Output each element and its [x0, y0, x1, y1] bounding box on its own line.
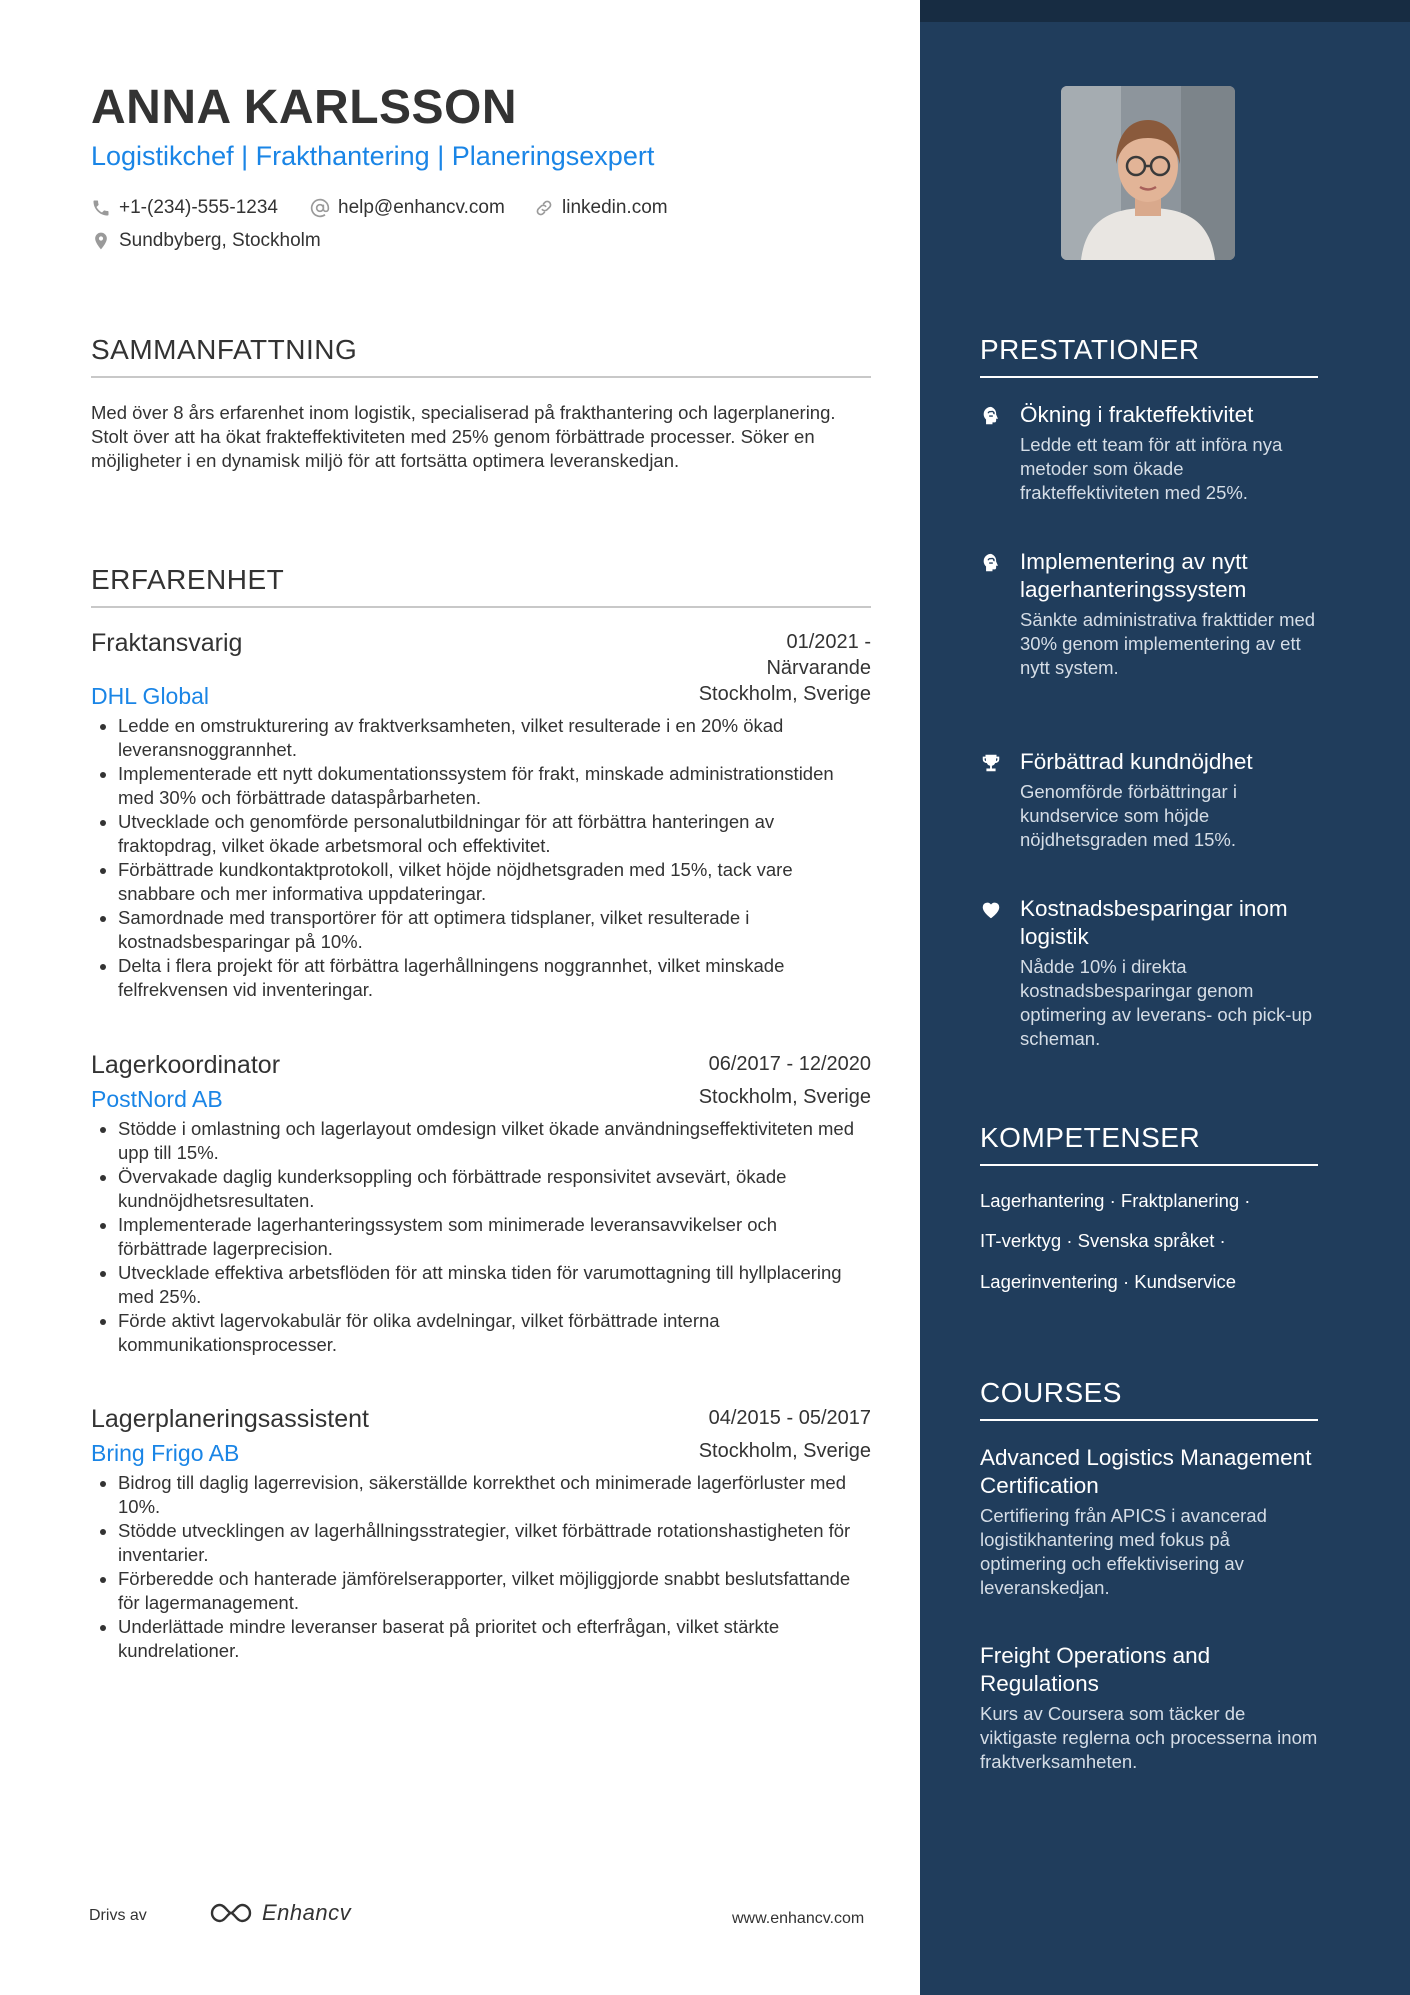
job-role: Lagerplaneringsassistent — [91, 1405, 369, 1433]
course-title: Freight Operations and Regulations — [980, 1643, 1211, 1696]
achievement-item — [980, 401, 1320, 505]
job-company[interactable]: DHL Global — [91, 683, 210, 709]
job-bullet: • Delta i flera projekt för att förbättra lagerhållningens noggrannhet, vilket minskade felfrekvensen vid inventeringar. — [118, 954, 871, 1002]
job-bullets — [91, 1117, 871, 1357]
achievement-desc: Nådde 10% i direkta kostnadsbesparingar genom optimering av leverans- och pick-up scheman. — [1020, 956, 1313, 1049]
job-bullet: • Underlättade mindre leveranser baserat på prioritet och efterfrågan, vilket stärkte kundrelationer. — [118, 1615, 871, 1663]
job-date: 01/2021 - Närvarande — [766, 631, 871, 679]
skills-heading: KOMPETENSER — [980, 1122, 1318, 1166]
infinity-logo-icon — [208, 1901, 254, 1925]
achievement-title: Implementering av nytt lagerhanteringssystem — [1020, 549, 1248, 602]
job-company[interactable]: PostNord AB — [91, 1086, 223, 1112]
job-location: Stockholm, Sverige — [698, 683, 871, 705]
trophy-icon — [980, 752, 1002, 774]
job-entry — [91, 1051, 871, 1357]
contact-phone[interactable] — [91, 197, 278, 219]
achievement-desc: Genomförde förbättringar i kundservice som höjde nöjdhetsgraden med 15%. — [1020, 781, 1237, 850]
achievement-title: Ökning i frakteffektivitet — [1020, 402, 1254, 427]
powered-by-label: Drivs av — [89, 1907, 147, 1924]
job-company[interactable]: Bring Frigo AB — [91, 1440, 240, 1466]
achievement-desc: Ledde ett team för att införa nya metoder som ökade frakteffektiviteten med 25%. — [1020, 434, 1283, 503]
job-bullets — [91, 714, 871, 1002]
location-text: Sundbyberg, Stockholm — [119, 230, 321, 251]
avatar — [1061, 86, 1235, 260]
location-pin-icon — [91, 231, 111, 251]
contact-linkedin[interactable] — [534, 197, 668, 219]
heart-icon — [980, 899, 1002, 921]
phone-text: +1-(234)-555-1234 — [119, 197, 278, 218]
achievement-title: Kostnadsbesparingar inom logistik — [1020, 896, 1288, 949]
job-role: Fraktansvarig — [91, 629, 243, 657]
job-bullet: • Stödde i omlastning och lagerlayout omdesign vilket ökade användningseffektiviteten med upp till 15%. — [118, 1117, 871, 1165]
candidate-title: Logistikchef | Frakthantering | Planeringsexpert — [91, 141, 655, 171]
link-icon — [534, 198, 554, 218]
phone-icon — [91, 198, 111, 218]
candidate-name: ANNA KARLSSON — [91, 81, 518, 134]
footer-url[interactable]: www.enhancv.com — [732, 1910, 865, 1927]
brain-icon — [980, 552, 1002, 574]
summary-heading: SAMMANFATTNING — [91, 334, 871, 378]
contact-email[interactable] — [310, 197, 505, 219]
job-entry — [91, 629, 871, 1002]
brain-icon — [980, 405, 1002, 427]
summary-text: Med över 8 års erfarenhet inom logistik, specialiserad på frakthantering och lagerplanering. Stolt över att ha ökat frakteffektiviteten med 25% genom förbättrade processer. Söker en möjligheter i en dynamisk miljö för att fortsätta optimera leveranskedjan. — [91, 402, 836, 471]
course-title: Advanced Logistics Management Certification — [980, 1445, 1312, 1498]
job-date: 04/2015 - 05/2017 — [708, 1407, 871, 1429]
sidebar-top-band — [920, 0, 1410, 22]
job-date: 06/2017 - 12/2020 — [708, 1053, 871, 1075]
job-location: Stockholm, Sverige — [698, 1440, 871, 1462]
email-text: help@enhancv.com — [338, 197, 505, 218]
course-item — [980, 1444, 1320, 1600]
achievement-desc: Sänkte administrativa frakttider med 30% genom implementering av ett nytt system. — [1020, 609, 1316, 678]
job-entry — [91, 1405, 871, 1663]
skills-line: IT-verktyg · Svenska språket · — [980, 1230, 1226, 1251]
job-bullet: • Implementerade ett nytt dokumentationssystem för frakt, minskade administrationstiden med 30% och förbättrade dataspårbarheten. — [118, 762, 871, 810]
job-bullet: • Förbättrade kundkontaktprotokoll, vilket höjde nöjdhetsgraden med 15%, tack vare snabbare och mer informativa uppdateringar. — [118, 858, 871, 906]
skills-line: Lagerhantering · Fraktplanering · — [980, 1190, 1251, 1211]
job-bullet: • Utvecklade och genomförde personalutbildningar för att förbättra hanteringen av fraktopdrag, vilket ökade arbetsmoral och effektivitet. — [118, 810, 871, 858]
profile-photo — [1061, 86, 1235, 260]
job-role: Lagerkoordinator — [91, 1051, 281, 1079]
achievement-title: Förbättrad kundnöjdhet — [1020, 749, 1253, 774]
job-location: Stockholm, Sverige — [698, 1086, 871, 1108]
brand-name: Enhancv — [262, 1900, 352, 1925]
job-bullet: • Övervakade daglig kunderksoppling och förbättrade responsivitet avsevärt, ökade kundnöjdhetsresultaten. — [118, 1165, 871, 1213]
experience-heading: ERFARENHET — [91, 564, 871, 608]
achievement-item — [980, 748, 1320, 852]
job-bullet: • Förberedde och hanterade jämförelserapporter, vilket möjliggjorde snabbt beslutsfattande för lagermanagement. — [118, 1567, 871, 1615]
job-bullet: • Förde aktivt lagervokabulär för olika avdelningar, vilket förbättrade interna kommunikationsprocesser. — [118, 1309, 871, 1357]
skills-line: Lagerinventering · Kundservice — [980, 1271, 1237, 1292]
courses-heading: COURSES — [980, 1377, 1318, 1421]
course-desc: Certifiering från APICS i avancerad logistikhantering med fokus på optimering och effektivisering av leveranskedjan. — [980, 1505, 1267, 1598]
job-bullet: • Samordnade med transportörer för att optimera tidsplaner, vilket resulterade i kostnadsbesparingar på 10%. — [118, 906, 871, 954]
job-bullet: • Ledde en omstrukturering av fraktverksamheten, vilket resulterade i en 20% ökad leveransnoggrannhet. — [118, 714, 871, 762]
course-desc: Kurs av Coursera som täcker de viktigaste reglerna och processerna inom fraktverksamheten. — [980, 1703, 1318, 1772]
at-icon — [310, 198, 330, 218]
job-bullet: • Bidrog till daglig lagerrevision, säkerställde korrekthet och minimerade lagerförluster med 10%. — [118, 1471, 871, 1519]
contact-location — [91, 230, 321, 252]
achievement-item — [980, 548, 1320, 680]
linkedin-text: linkedin.com — [562, 197, 668, 218]
job-bullet: • Stödde utvecklingen av lagerhållningsstrategier, vilket förbättrade rotationshastigheten för inventarier. — [118, 1519, 871, 1567]
achievements-heading: PRESTATIONER — [980, 334, 1318, 378]
job-bullets — [91, 1471, 871, 1663]
job-bullet: • Utvecklade effektiva arbetsflöden för att minska tiden för varumottagning till hyllplacering med 25%. — [118, 1261, 871, 1309]
course-item — [980, 1642, 1320, 1774]
enhancv-logo[interactable] — [208, 1900, 351, 1926]
job-bullet: • Implementerade lagerhanteringssystem som minimerade leveransavvikelser och förbättrade lagerprecision. — [118, 1213, 871, 1261]
achievement-item — [980, 895, 1320, 1051]
